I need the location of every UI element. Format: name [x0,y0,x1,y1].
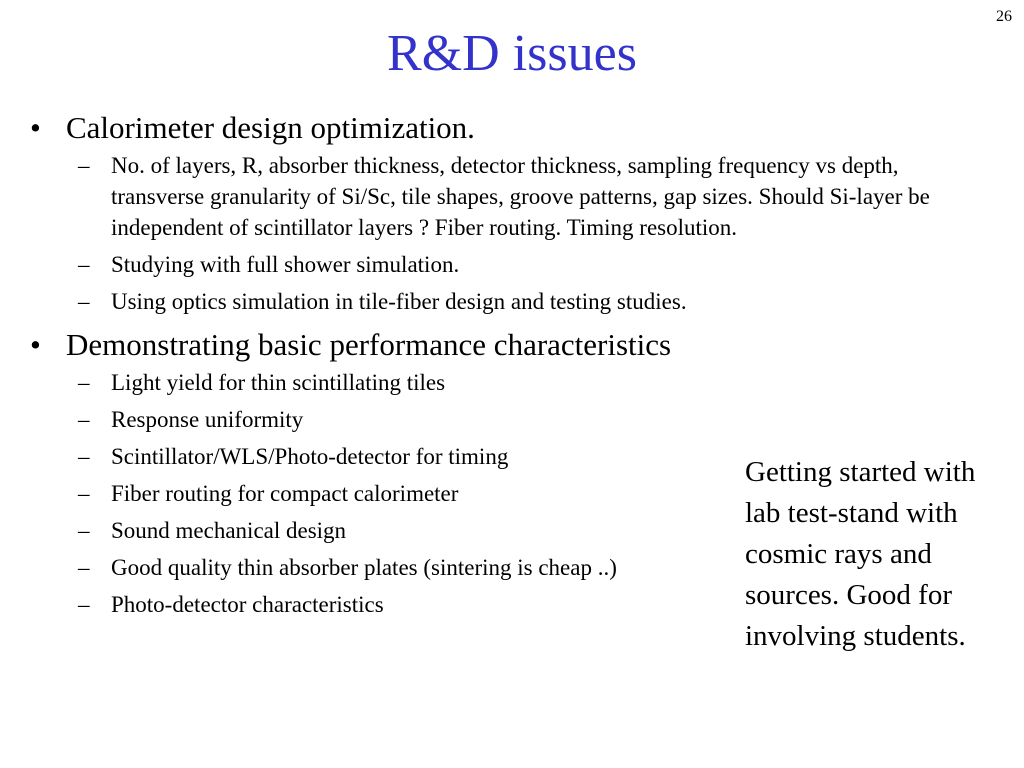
slide-title: R&D issues [387,25,637,82]
sub-bullet-marker: – [78,518,90,543]
sub-bullet-marker: – [78,481,90,506]
sub-bullet-text: Response uniformity [111,407,304,432]
bullet-marker: • [30,110,41,145]
sub-bullet-marker: – [78,555,90,580]
sub-bullet-text: No. of layers, R, absorber thickness, detector thickness, sampling frequency vs depth, transverse granularity of Si/Sc, tile shapes, groove patterns, gap sizes. Should Si-layer be independent of scintillator layers ? Fiber routing. Timing resolution. [111,153,930,240]
side-note: Getting started with lab test-stand with cosmic rays and sources. Good for involving students. [745,456,976,652]
sub-bullet-item [78,552,718,583]
bullet-item [30,325,970,365]
sub-bullet-marker: – [78,153,90,178]
sub-bullet-text: Sound mechanical design [111,518,347,543]
slide-number: 26 [996,8,1012,25]
sub-bullet-list [78,367,718,620]
bullet-marker: • [30,327,41,362]
sub-bullet-text: Good quality thin absorber plates (sintering is cheap ..) [111,555,617,580]
sub-bullet-item [78,515,718,546]
bullet-group [30,108,970,317]
sub-bullet-text: Fiber routing for compact calorimeter [111,481,459,506]
bullet-text: Demonstrating basic performance characteristics [66,327,672,362]
sub-bullet-marker: – [78,370,90,395]
sub-bullet-item [78,150,957,243]
sub-bullet-text: Light yield for thin scintillating tiles [111,370,446,395]
sub-bullet-item [78,249,958,280]
sub-bullet-item [78,404,718,435]
sub-bullet-marker: – [78,252,90,277]
sub-bullet-item [78,589,718,620]
sub-bullet-text: Scintillator/WLS/Photo-detector for timing [111,444,509,469]
sub-bullet-text: Using optics simulation in tile-fiber design and testing studies. [111,289,687,314]
sub-bullet-marker: – [78,444,90,469]
sub-bullet-item [78,441,718,472]
sub-bullet-marker: – [78,407,90,432]
sub-bullet-item [78,286,958,317]
bullet-text: Calorimeter design optimization. [66,110,475,145]
sub-bullet-marker: – [78,592,90,617]
bullet-item [30,108,970,148]
sub-bullet-text: Studying with full shower simulation. [111,252,460,277]
sub-bullet-list [78,150,958,317]
sub-bullet-text: Photo-detector characteristics [111,592,384,617]
sub-bullet-marker: – [78,289,90,314]
sub-bullet-item [78,367,718,398]
sub-bullet-item [78,478,718,509]
